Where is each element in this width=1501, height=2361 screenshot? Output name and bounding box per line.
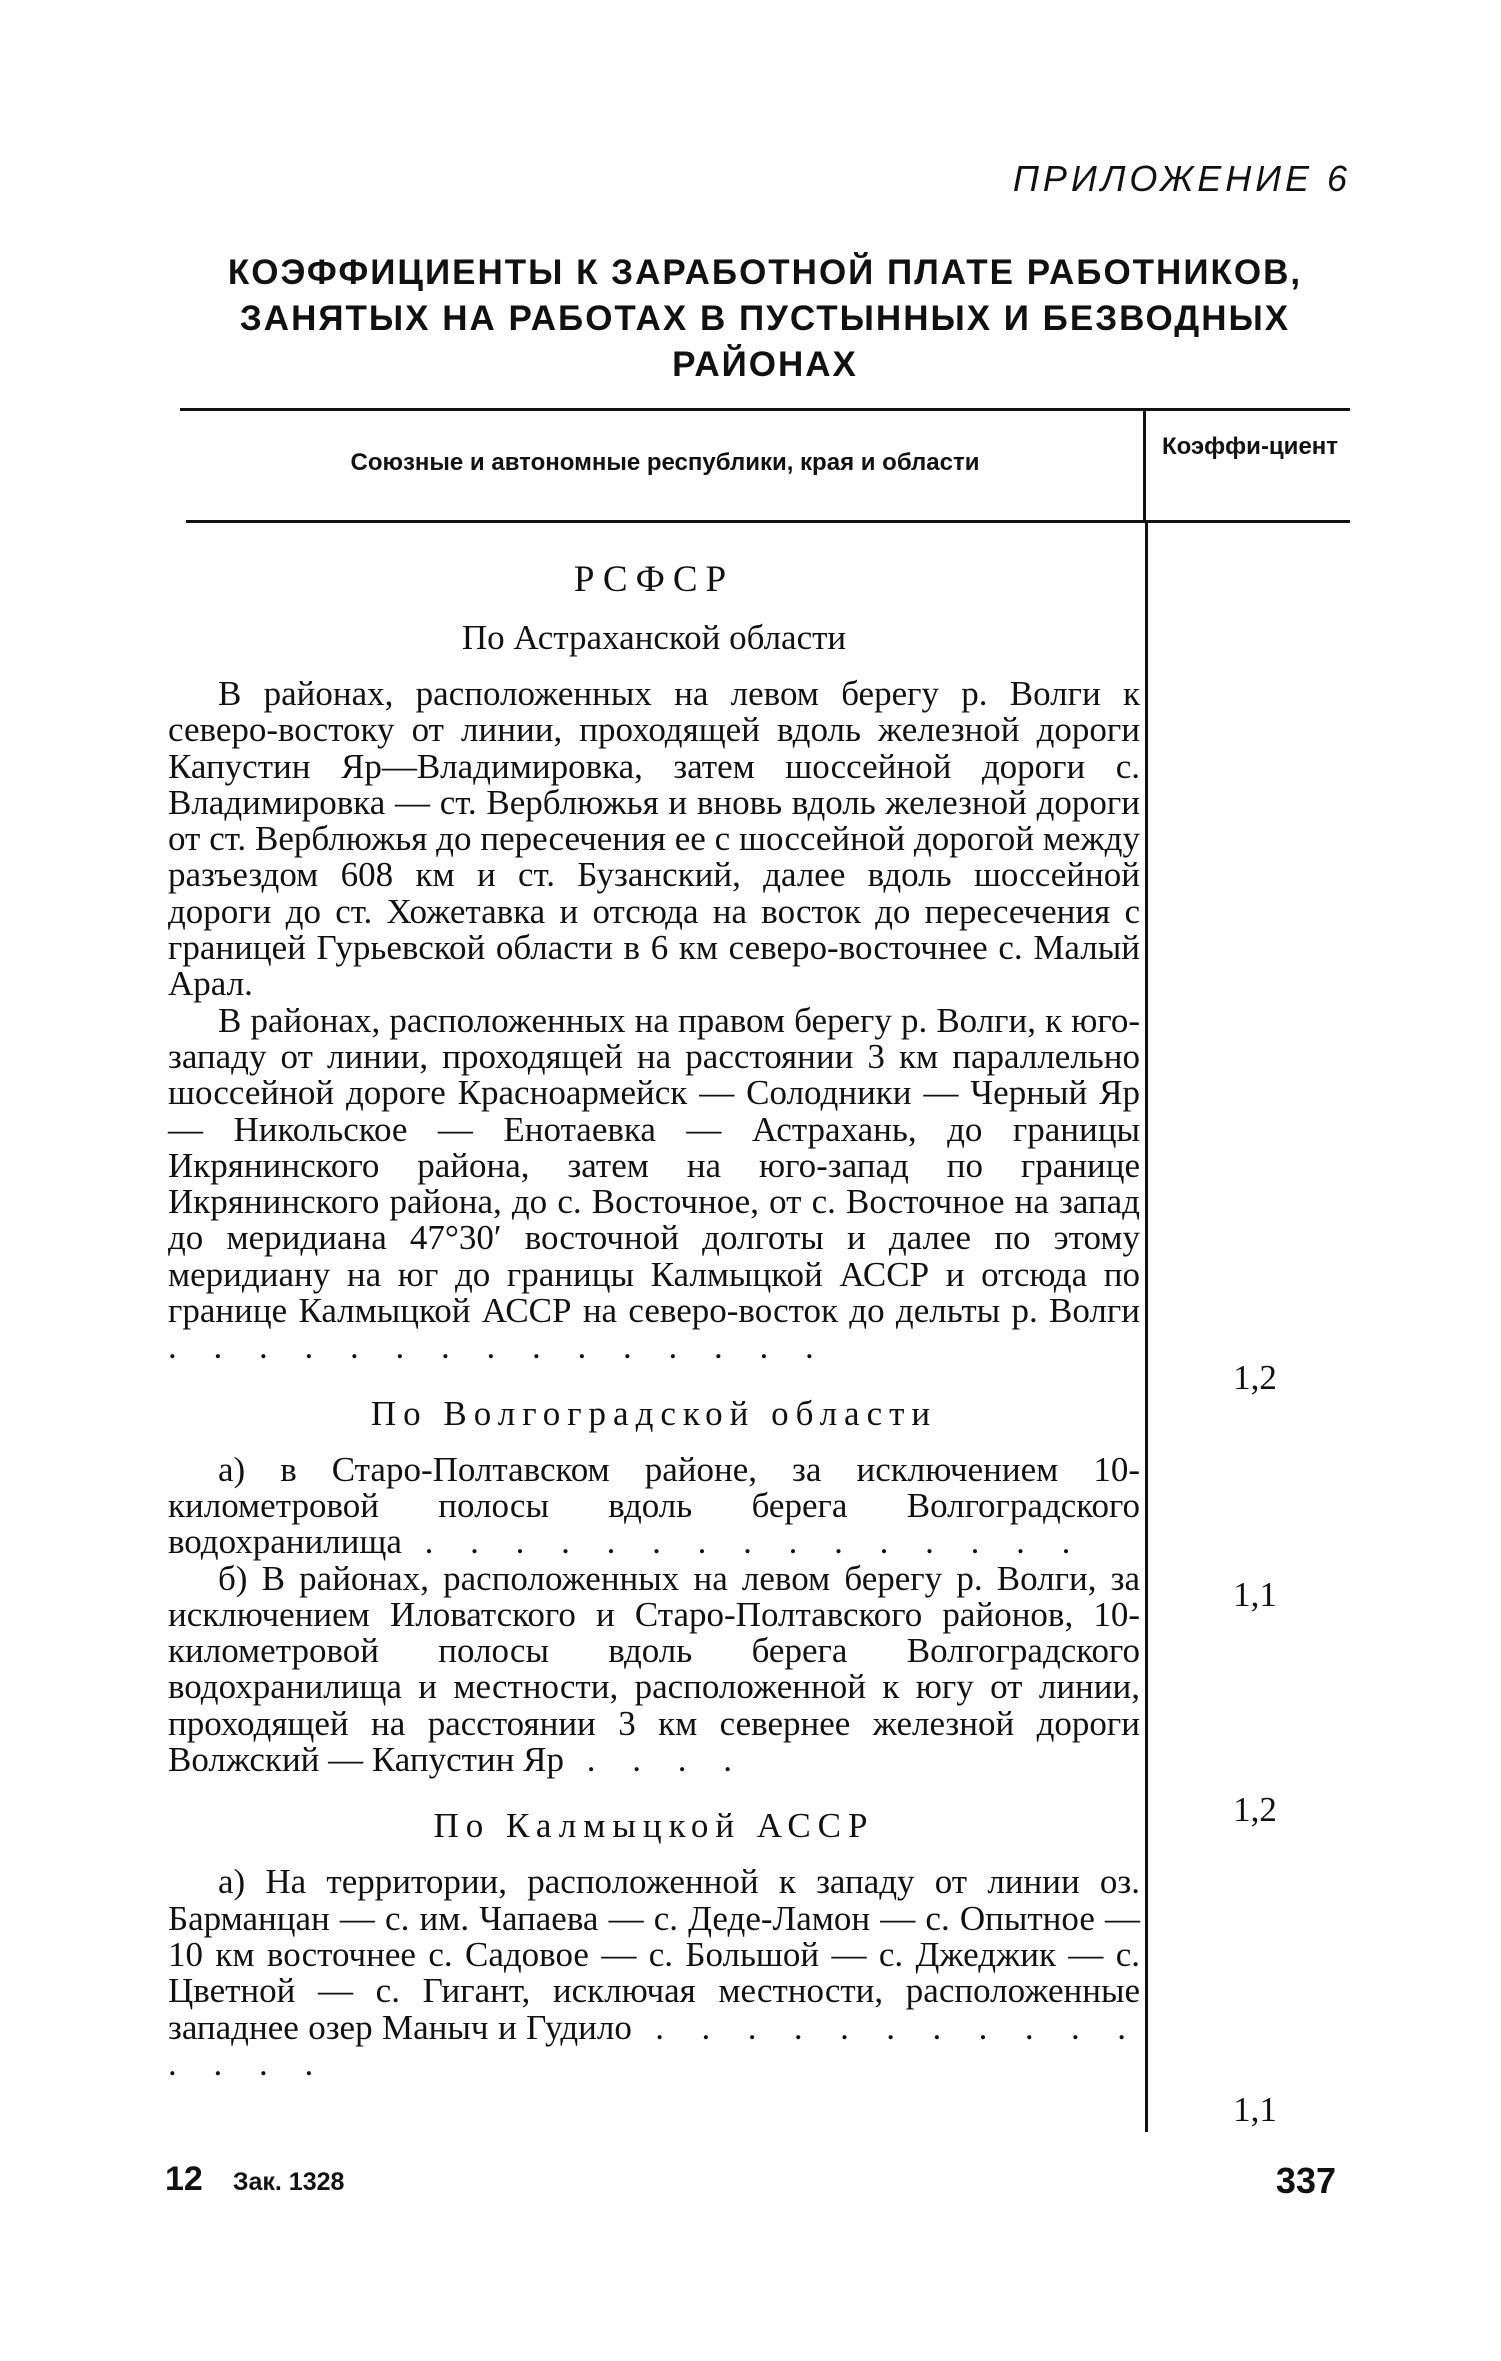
coef-astrakhan: 1,2: [1233, 1358, 1277, 1397]
kalmyk-item-a: [168, 1864, 1140, 2082]
volgograd-item-a: [168, 1449, 1140, 1562]
astrakhan-paragraph-2: [168, 1000, 1140, 1367]
volgograd-item-b: [168, 1558, 1140, 1780]
leader-dots: . . . . . . . . . . . . . . .: [401, 1522, 1085, 1562]
astrakhan-paragraph-2-text: В районах, расположенных на правом берегу р. Волги, к юго-западу от линии, проходящей на расстоянии 3 км параллельно шоссейной дороге Красноармейск — Солодники — Черный Яр — Никольское — Енотаевка — Астрахань, до границы Икрянинского района, затем на юго-запад по границе Икрянинского района, до с. Восточное, от с. Восточное на запад до меридиана 47°30′ восточной долготы и далее по этому меридиану на юг до границы Калмыцкой АССР и отсюда по границе Калмыцкой АССР на северо-восток до дельты р. Волги: [168, 1000, 1140, 1331]
table-header-bottom-rule: [186, 520, 1350, 523]
leader-dots: . . . .: [563, 1740, 746, 1780]
kalmyk-heading: По Калмыцкой АССР: [433, 1806, 875, 1846]
volgograd-heading: По Волгоградской области: [370, 1393, 938, 1433]
astrakhan-heading: По Астраханской области: [461, 618, 847, 657]
leader-dots: . . . . . . . . . . . . . . .: [168, 1327, 828, 1367]
astrakhan-paragraph-1: В районах, расположенных на левом берегу р. Волги к северо-востоку от линии, проходящей вдоль железной дороги Капустин Яр—Владимировка, затем шоссейной дороги с. Владимировка — ст. Верблюжья и вновь вдоль железной дороги от ст. Верблюжья до пересечения ее с шоссейной дорогой между разъездом 608 км и ст. Бузанский, далее вдоль шоссейной дороги до ст. Хожетавка и отсюда на восток до пересечения с границей Гурьевской области в 6 км северо-восточнее с. Малый Арал.: [168, 674, 1140, 1004]
column-header-coefficient: Коэффи-циент: [1161, 433, 1339, 460]
coef-volgograd-a: 1,1: [1233, 1575, 1277, 1614]
coef-volgograd-b: 1,2: [1233, 1790, 1277, 1829]
header-column-divider: [1143, 410, 1146, 520]
table-top-rule: [180, 408, 1350, 411]
body-column-divider: [1145, 522, 1148, 2132]
signature-mark: 12: [165, 2160, 203, 2198]
column-header-regions: Союзные и автономные республики, края и области: [350, 449, 980, 476]
volgograd-item-b-text: б) В районах, расположенных на левом берегу р. Волги, за исключением Иловатского и Старо-Полтавского районов, 10-километровой полосы вдоль берега Волгоградского водохранилища и местности, расположенной к югу от линии, проходящей на расстоянии 3 км севернее железной дороги Волжский — Капустин Яр: [168, 1558, 1140, 1780]
page-title: КОЭФФИЦИЕНТЫ К ЗАРАБОТНОЙ ПЛАТЕ РАБОТНИКОВ, ЗАНЯТЫХ НА РАБОТАХ В ПУСТЫННЫХ И БЕЗВОДНЫХ РАЙОНАХ: [227, 253, 1303, 384]
volgograd-item-a-text: а) в Старо-Полтавском районе, за исключением 10-километровой полосы вдоль берега Волгоградского водохранилища: [168, 1449, 1140, 1562]
kalmyk-item-a-text: а) На территории, расположенной к западу от линии оз. Барманцан — с. им. Чапаева — с. Деде-Ламон — с. Опытное — 10 км восточнее с. Садовое — с. Большой — с. Джеджик — с. Цветной — с. Гигант, исключая местности, расположенные западнее озер Маныч и Гудило: [168, 1862, 1140, 2047]
appendix-label: ПРИЛОЖЕНИЕ 6: [1012, 158, 1351, 199]
page-number: 337: [1275, 2160, 1336, 2201]
coef-kalmyk-a: 1,1: [1233, 2090, 1277, 2129]
leader-dots: . . . . . . . . . . . . . . .: [168, 2007, 1141, 2083]
footer-left: [165, 2160, 344, 2199]
republic-heading: РСФСР: [573, 559, 735, 600]
order-number: Зак. 1328: [232, 2168, 345, 2196]
regions-column: [168, 550, 1140, 2082]
